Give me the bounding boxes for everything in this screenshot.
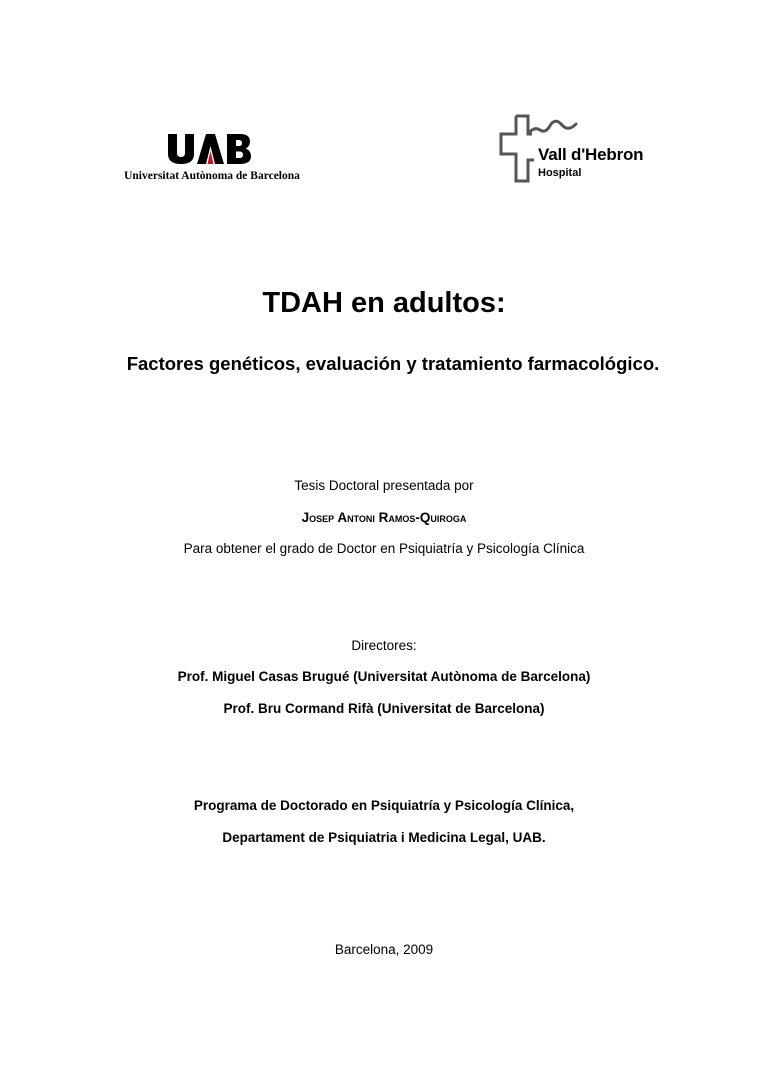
vall-hebron-name: Vall d'Hebron <box>538 145 644 164</box>
vall-hebron-sub: Hospital <box>538 167 582 179</box>
directors-heading: Directores: <box>351 638 417 653</box>
program-line-1: Programa de Doctorado en Psiquiatría y Psicología Clínica, <box>193 798 575 813</box>
degree-line: Para obtener el grado de Doctor en Psiquiatría y Psicología Clínica <box>183 541 585 556</box>
director-1: Prof. Miguel Casas Brugué (Universitat Autònoma de Barcelona) <box>177 669 591 684</box>
uab-mark-icon <box>166 134 252 164</box>
program-line-2: Departament de Psiquiatria i Medicina Legal, UAB. <box>222 830 546 845</box>
author-name: Josep Antoni Ramos-Quiroga <box>301 510 467 525</box>
page-subtitle: Factores genéticos, evaluación y tratamiento farmacológico. <box>126 353 660 374</box>
vall-hebron-logo <box>498 112 658 184</box>
uab-logo <box>112 134 312 184</box>
director-2: Prof. Bru Cormand Rifà (Universitat de Barcelona) <box>223 701 545 716</box>
presentation-intro: Tesis Doctoral presentada por <box>294 478 474 493</box>
page-title: TDAH en adultos: <box>262 287 506 319</box>
uab-logo-text: Universitat Autònoma de Barcelona <box>124 170 300 182</box>
place-date: Barcelona, 2009 <box>334 942 434 957</box>
